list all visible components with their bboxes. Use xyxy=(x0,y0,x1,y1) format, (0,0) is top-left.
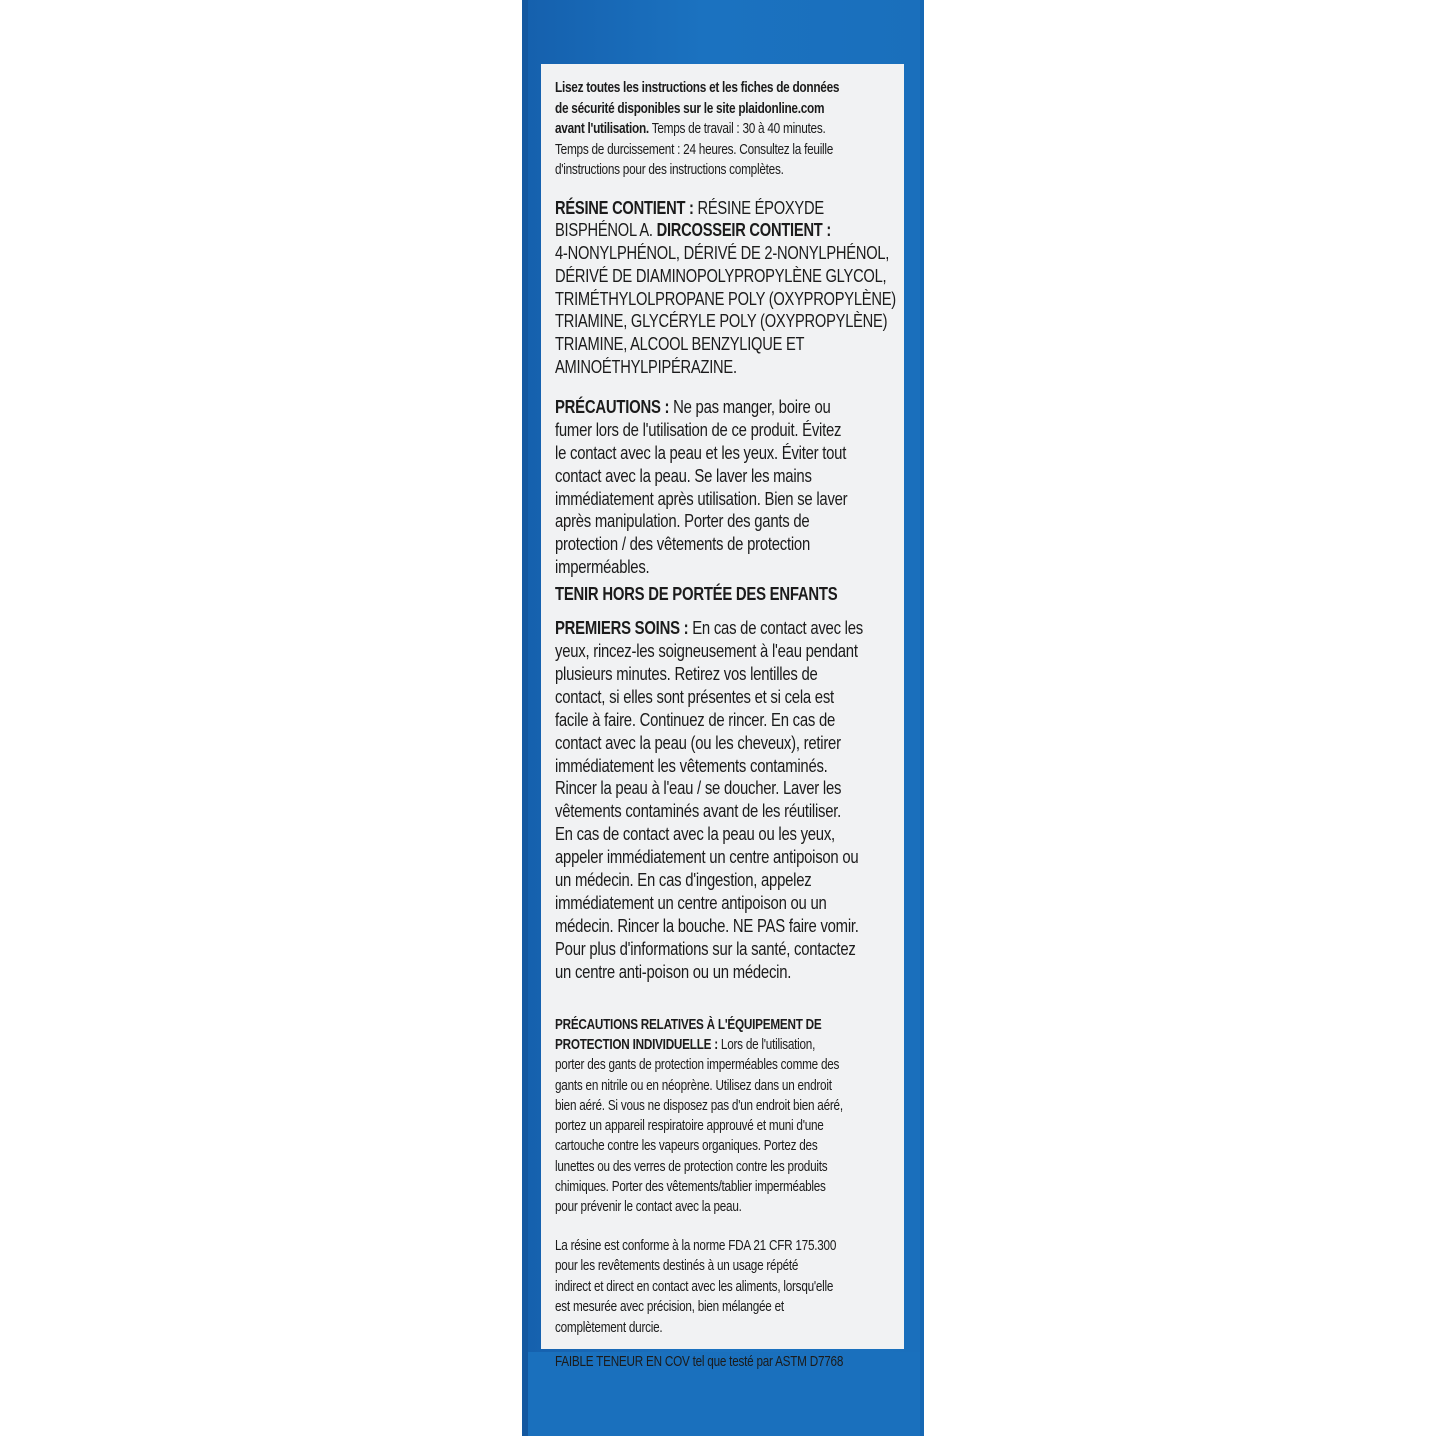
ingredient-line-5: TRIMÉTHYLOLPROPANE POLY (OXYPROPYLÈNE) xyxy=(555,287,896,309)
ppe-line-9: chimiques. Porter des vêtements/tablier imperméables xyxy=(555,1179,826,1195)
fda-line-2: pour les revêtements destinés à un usage répété xyxy=(555,1258,799,1275)
fda-line-4: est mesurée avec précision, bien mélangée et xyxy=(555,1299,784,1316)
precautions-line-6: après manipulation. Porter des gants de xyxy=(555,510,810,532)
first-aid-line-14: médecin. Rincer la bouche. NE PAS faire vomir. xyxy=(555,914,859,936)
durcisseur-heading: DIRCOSSEIR CONTIENT : xyxy=(656,219,832,241)
first-aid-line-9: vêtements contaminés avant de les réutiliser. xyxy=(555,800,842,822)
first-aid-line-15: Pour plus d'informations sur la santé, contactez xyxy=(555,937,856,959)
intro-bold-line-3: avant l'utilisation. xyxy=(555,121,649,137)
precautions-paragraph xyxy=(555,396,891,579)
ppe-heading-line-1: PRÉCAUTIONS RELATIVES À L'ÉQUIPEMENT DE xyxy=(555,1016,822,1033)
fda-line-1: La résine est conforme à la norme FDA 21 CFR 175.300 xyxy=(555,1237,837,1254)
fda-line-3: indirect et direct en contact avec les aliments, lorsqu'elle xyxy=(555,1278,834,1295)
safety-label-panel xyxy=(541,64,904,1371)
intro-line-5: d'instructions pour des instructions complètes. xyxy=(555,162,784,178)
ppe-line-7: cartouche contre les vapeurs organiques. Portez des xyxy=(555,1138,818,1155)
voc-statement: FAIBLE TENEUR EN COV tel que testé par ASTM D7768 xyxy=(555,1354,844,1371)
precautions-line-3: le contact avec la peau et les yeux. Éviter tout xyxy=(555,441,847,463)
fda-line-5: complètement durcie. xyxy=(555,1319,663,1336)
first-aid-line-13: immédiatement un centre antipoison ou un xyxy=(555,892,827,913)
fda-compliance-paragraph xyxy=(555,1236,896,1339)
intro-paragraph xyxy=(555,78,891,181)
first-aid-line-11: appeler immédiatement un centre antipoison ou xyxy=(555,846,859,868)
first-aid-paragraph xyxy=(555,617,891,984)
ingredient-line-6: TRIAMINE, GLYCÉRYLE POLY (OXYPROPYLÈNE) xyxy=(555,310,888,332)
first-aid-line-7: immédiatement les vêtements contaminés. xyxy=(555,754,828,776)
precautions-line-2: fumer lors de l'utilisation de ce produit. Évitez xyxy=(555,418,842,440)
precautions-line-7: protection / des vêtements de protection xyxy=(555,533,810,555)
first-aid-line-3: plusieurs minutes. Retirez vos lentilles de xyxy=(555,662,818,684)
ingredient-line-4: DÉRIVÉ DE DIAMINOPOLYPROPYLÈNE GLYCOL, xyxy=(555,264,887,286)
intro-working-time: Temps de travail : 30 à 40 minutes. xyxy=(648,121,826,137)
precautions-line-8: imperméables. xyxy=(555,556,650,578)
ppe-line-3: porter des gants de protection imperméables comme des xyxy=(555,1057,840,1074)
first-aid-line-1: En cas de contact avec les xyxy=(688,617,863,639)
first-aid-line-8: Rincer la peau à l'eau / se doucher. Laver les xyxy=(555,777,842,799)
precautions-line-4: contact avec la peau. Se laver les mains xyxy=(555,464,812,486)
intro-line-4: Temps de durcissement : 24 heures. Consultez la feuille xyxy=(555,141,834,158)
ppe-line-2: Lors de l'utilisation, xyxy=(717,1036,816,1053)
resine-line-1: RÉSINE ÉPOXYDE xyxy=(693,196,824,218)
ingredients-paragraph xyxy=(555,196,896,379)
first-aid-line-12: un médecin. En cas d'ingestion, appelez xyxy=(555,869,812,891)
ppe-line-6: portez un appareil respiratoire approuvé et muni d'une xyxy=(555,1118,824,1135)
ppe-line-4: gants en nitrile ou en néoprène. Utilisez dans un endroit xyxy=(555,1077,832,1094)
first-aid-line-4: contact, si elles sont présentes et si cela est xyxy=(555,685,834,707)
ppe-line-5: bien aéré. Si vous ne disposez pas d'un endroit bien aéré, xyxy=(555,1097,843,1114)
first-aid-heading: PREMIERS SOINS : xyxy=(555,617,689,639)
first-aid-line-2: yeux, rincez-les soigneusement à l'eau pendant xyxy=(555,640,858,662)
resine-heading: RÉSINE CONTIENT : xyxy=(555,196,694,218)
box-edge-left xyxy=(522,0,528,1436)
ppe-paragraph xyxy=(555,1015,896,1218)
precautions-line-5: immédiatement après utilisation. Bien se laver xyxy=(555,487,848,509)
ppe-line-8: lunettes ou des verres de protection contre les produits xyxy=(555,1158,828,1175)
ppe-heading-line-2: PROTECTION INDIVIDUELLE : xyxy=(555,1036,718,1053)
first-aid-line-5: facile à faire. Continuez de rincer. En cas de xyxy=(555,708,836,730)
intro-bold-line-2: de sécurité disponibles sur le site plaidonline.com xyxy=(555,100,825,117)
first-aid-line-6: contact avec la peau (ou les cheveux), retirer xyxy=(555,731,841,753)
precautions-line-1: Ne pas manger, boire ou xyxy=(669,395,831,417)
ingredient-line-7: TRIAMINE, ALCOOL BENZYLIQUE ET xyxy=(555,333,805,355)
ingredient-line-8: AMINOÉTHYLPIPÉRAZINE. xyxy=(555,356,737,378)
ingredient-line-3: 4-NONYLPHÉNOL, DÉRIVÉ DE 2-NONYLPHÉNOL, xyxy=(555,242,890,264)
box-edge-right xyxy=(920,0,924,1436)
intro-bold-line-1: Lisez toutes les instructions et les fiches de données xyxy=(555,80,840,96)
keep-away-from-children: TENIR HORS DE PORTÉE DES ENFANTS xyxy=(555,583,838,605)
ppe-line-10: pour prévenir le contact avec la peau. xyxy=(555,1199,742,1216)
first-aid-line-10: En cas de contact avec la peau ou les yeux, xyxy=(555,823,835,845)
first-aid-line-16: un centre anti-poison ou un médecin. xyxy=(555,960,792,982)
resine-line-2: BISPHÉNOL A. xyxy=(555,219,657,241)
precautions-heading: PRÉCAUTIONS : xyxy=(555,395,670,417)
